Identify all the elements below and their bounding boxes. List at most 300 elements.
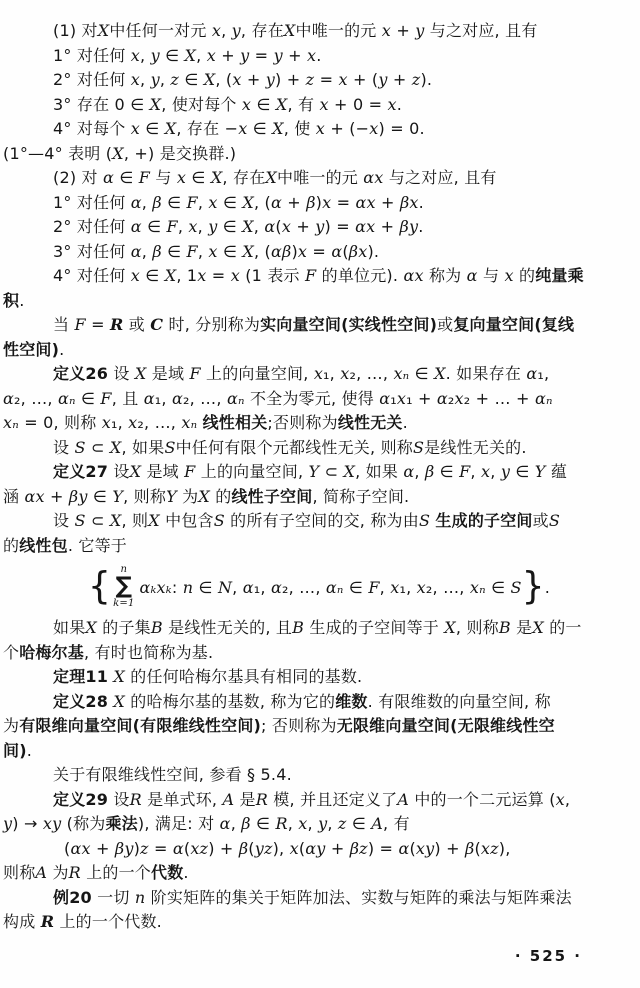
math-variable: F — [368, 577, 380, 597]
text-segment: 为 — [3, 716, 20, 735]
text-segment: 2° 对任何 — [53, 217, 131, 236]
text-segment: 是域 — [141, 462, 185, 481]
text-segment: + — [90, 838, 115, 858]
math-variable: αx — [24, 486, 45, 506]
text-segment: ∈ — [409, 364, 435, 383]
text-segment: . — [402, 413, 408, 432]
math-variable: y — [315, 217, 325, 236]
text-line — [0, 191, 640, 216]
text-line — [0, 313, 640, 338]
text-segment: , — [307, 814, 319, 833]
text-segment: + — [291, 217, 316, 236]
math-variable: y — [415, 21, 425, 40]
text-segment: , 存在 — [240, 21, 284, 40]
text-segment: , 存在 — [222, 168, 266, 187]
math-variable: β — [152, 192, 162, 212]
math-variable: X — [242, 241, 254, 261]
math-variable: X — [444, 618, 456, 637]
text-segment: 或 — [437, 315, 454, 334]
text-segment: 代数 — [151, 863, 184, 882]
text-segment: + — [375, 192, 400, 212]
text-segment: ) + — [275, 70, 306, 89]
text-segment: ) + — [434, 838, 466, 858]
text-segment: 上的一个代数. — [54, 912, 162, 931]
text-line — [0, 739, 640, 764]
text-segment: . — [316, 45, 322, 65]
text-segment: 的任何哈梅尔基具有相同的基数. — [124, 667, 363, 686]
text-segment: = — [307, 241, 332, 261]
text-line — [0, 910, 640, 935]
text-segment: ) → — [12, 814, 43, 833]
math-variable: y — [265, 70, 276, 89]
text-segment: (称为 — [61, 814, 106, 833]
text-segment: , 则称 — [455, 618, 499, 637]
math-variable: x — [338, 70, 348, 89]
text-line — [0, 485, 640, 510]
math-variable: X — [97, 21, 110, 40]
math-variable: z — [411, 70, 421, 89]
math-variable: y — [378, 70, 388, 89]
math-variable: S — [74, 511, 86, 530]
text-line — [0, 861, 640, 886]
text-segment: ) = — [367, 838, 399, 858]
math-variable: X — [198, 486, 210, 506]
text-segment: , — [230, 814, 242, 833]
math-variable: Y — [308, 462, 320, 481]
math-variable: αx — [355, 192, 376, 212]
math-variable: αβ — [270, 241, 292, 261]
text-segment: ∈ — [247, 119, 273, 138]
text-segment: , 有 — [383, 814, 410, 833]
text-segment: . — [418, 217, 424, 236]
math-variable: X — [134, 364, 147, 383]
math-variable: Y — [534, 462, 546, 481]
text-segment: 定义28 — [53, 691, 109, 711]
math-variable: z — [337, 814, 347, 833]
math-variable: xₙ — [469, 577, 486, 597]
math-variable: S — [510, 577, 522, 597]
text-segment: 生成的子空间等于 — [304, 618, 445, 637]
text-segment: , — [197, 241, 209, 261]
math-variable: y — [231, 21, 241, 40]
text-segment: ⊂ — [85, 511, 110, 530]
text-line — [0, 690, 640, 715]
math-variable: y — [500, 462, 511, 481]
text-line — [0, 837, 640, 862]
text-segment: , 则称 — [123, 486, 167, 506]
math-variable: X — [109, 511, 122, 530]
text-segment: ( — [409, 838, 416, 858]
text-segment: , 且 — [111, 388, 144, 408]
text-segment: ∈ — [251, 94, 276, 114]
text-segment: , — [140, 45, 151, 65]
text-segment: (1 表示 — [239, 266, 306, 285]
text-line — [0, 616, 640, 641]
math-variable: α — [172, 838, 184, 858]
math-variable: z — [305, 70, 315, 89]
text-segment: 的单位元). — [316, 266, 404, 285]
text-segment: , — [327, 814, 338, 833]
math-variable: X — [129, 462, 142, 481]
math-variable: αx — [70, 838, 91, 858]
math-variable: y — [3, 814, 13, 833]
text-segment: ∈ — [485, 577, 511, 597]
text-segment: 上的向量空间, — [195, 462, 309, 481]
text-segment: 4° 对每个 — [53, 119, 131, 138]
text-segment: 线性相关 — [202, 413, 268, 432]
text-segment: . — [183, 863, 189, 882]
text-segment: , 简称子空间. — [312, 486, 410, 506]
text-line — [0, 44, 640, 69]
math-variable: β — [152, 241, 162, 261]
text-segment: 设 — [108, 364, 135, 383]
text-segment: ∈ — [434, 462, 460, 481]
text-segment: ⊂ — [319, 462, 344, 481]
text-segment: , — [253, 217, 265, 236]
close-brace: } — [521, 564, 545, 608]
math-variable: βx — [399, 192, 419, 212]
math-variable: xy — [415, 838, 435, 858]
text-line — [0, 534, 640, 559]
math-variable: y — [273, 45, 283, 65]
math-variable: F — [305, 266, 317, 285]
math-variable: z — [170, 70, 180, 89]
math-variable: α — [219, 814, 231, 833]
sigma-icon: ∑ — [115, 573, 133, 600]
text-line — [0, 460, 640, 485]
math-variable: x — [211, 21, 222, 40]
math-variable: X — [275, 94, 288, 114]
math-variable: αₙ — [226, 388, 245, 408]
text-segment: 的哈梅尔基的基数, 称为它的 — [124, 691, 336, 711]
text-segment: , — [287, 814, 299, 833]
text-segment: 中任何一对元 — [109, 21, 212, 40]
text-segment: 积 — [3, 290, 20, 310]
text-segment: 线性包 — [19, 535, 68, 555]
math-variable: αy — [305, 838, 326, 858]
math-variable: z — [140, 838, 149, 858]
text-segment: 或 — [532, 511, 549, 530]
text-segment: + — [325, 838, 350, 858]
math-variable: Y — [166, 486, 177, 506]
text-segment: 3° 对任何 — [53, 241, 131, 261]
text-segment: , 如果 — [121, 437, 165, 457]
document-body — [0, 19, 640, 935]
math-variable: F — [189, 364, 201, 383]
text-segment: , — [470, 462, 481, 481]
text-segment: ∈ — [346, 814, 372, 833]
math-variable: β — [238, 838, 249, 858]
math-variable: S — [418, 511, 431, 530]
math-variable: x — [238, 119, 248, 138]
text-segment: ⊂ — [85, 437, 110, 457]
math-variable: A — [35, 863, 48, 882]
math-variable: x — [130, 266, 140, 285]
text-segment: ₁, — [154, 388, 172, 408]
text-segment: 实向量空间(实线性空间) — [260, 315, 438, 334]
text-segment: ), — [498, 838, 511, 858]
math-variable: βy — [114, 838, 134, 858]
text-segment: ₁, — [537, 364, 550, 383]
math-variable: x — [390, 577, 400, 597]
text-segment: 或 — [123, 315, 151, 334]
text-line — [0, 665, 640, 690]
math-variable: X — [149, 94, 162, 114]
text-segment: ∈ — [141, 217, 167, 236]
math-variable: F — [186, 241, 198, 261]
math-variable: n — [134, 887, 146, 907]
text-segment: ( — [342, 241, 349, 261]
text-segment: , — [177, 217, 189, 236]
text-segment: + — [391, 21, 416, 40]
math-variable: x — [241, 94, 252, 114]
math-variable: xz — [190, 838, 209, 858]
math-variable: x — [313, 364, 324, 383]
text-segment: 间) — [3, 740, 27, 760]
math-variable: X — [242, 192, 254, 212]
math-variable: x — [206, 45, 216, 65]
text-line — [0, 166, 640, 191]
text-segment: , 使对每个 — [161, 94, 242, 114]
math-variable: α — [331, 241, 343, 261]
text-segment: 与 — [477, 266, 505, 285]
text-line — [0, 763, 640, 788]
math-variable: F — [186, 192, 198, 212]
math-variable: α — [403, 462, 415, 481]
text-segment: , 有时也简称为基. — [84, 642, 214, 662]
text-segment: . — [26, 740, 33, 760]
text-segment: (1°—4° 表明 ( — [3, 143, 113, 163]
text-segment: 无限维向量空间(无限维线性空 — [336, 716, 555, 735]
text-segment: . 它等于 — [67, 535, 127, 555]
text-segment: , — [141, 241, 153, 261]
math-variable: α — [130, 192, 142, 212]
math-variable: x — [381, 21, 392, 40]
text-segment: ) — [291, 241, 298, 261]
text-segment: 设 — [53, 511, 75, 530]
math-variable: x — [130, 70, 140, 89]
text-segment: ), — [272, 838, 290, 858]
text-segment: 如果 — [53, 618, 86, 637]
text-segment: ∈ — [217, 241, 243, 261]
text-segment: ( — [248, 838, 255, 858]
math-variable: R — [68, 863, 81, 882]
math-variable: α — [130, 241, 142, 261]
text-segment: 关于有限维线性空间, 参看 § 5.4. — [53, 765, 292, 784]
text-segment: = — [314, 70, 339, 89]
text-segment: ₂, …, — [425, 577, 470, 597]
math-variable: x — [289, 838, 299, 858]
text-segment: , 如果 — [355, 462, 404, 481]
text-segment: 上的向量空间, — [200, 364, 314, 383]
text-segment: ∈ — [217, 192, 243, 212]
text-line — [0, 19, 640, 44]
math-variable: S — [548, 511, 560, 530]
text-segment: , — [379, 577, 391, 597]
text-segment: , — [232, 577, 243, 597]
text-segment: 与之对应, 且有 — [424, 21, 538, 40]
math-variable: αₙ — [534, 388, 553, 408]
math-variable: B — [498, 618, 511, 637]
math-variable: x — [454, 388, 464, 408]
text-line — [0, 436, 640, 461]
text-segment: 称为 — [423, 266, 467, 285]
math-variable: xₙ — [3, 413, 19, 432]
math-variable: S — [213, 511, 225, 530]
math-variable: x — [130, 45, 140, 65]
text-segment: 定义26 — [53, 364, 109, 383]
text-segment: ∈ — [114, 168, 139, 187]
math-variable: αx — [355, 217, 376, 236]
text-segment: 是线性无关的, 且 — [162, 618, 293, 637]
text-segment: , +) 是交换群.) — [123, 143, 237, 163]
math-variable: X — [164, 119, 177, 138]
math-variable: X — [164, 266, 177, 285]
math-variable: β — [241, 814, 251, 833]
text-segment: ∈ — [186, 168, 211, 187]
math-variable: X — [85, 618, 97, 637]
math-variable: xy — [42, 814, 62, 833]
text-segment: + — [282, 45, 308, 65]
text-segment: , — [414, 462, 425, 481]
text-segment: ) — [133, 838, 141, 858]
text-segment: ). — [367, 241, 380, 261]
text-line — [0, 509, 640, 534]
text-segment: 的 — [513, 266, 536, 285]
text-line — [0, 68, 640, 93]
math-variable: x — [130, 119, 140, 138]
math-variable: x — [297, 241, 308, 261]
math-variable: α — [103, 168, 115, 187]
math-variable: X — [532, 618, 544, 637]
math-variable: αx — [363, 168, 384, 187]
text-segment: , 使 — [283, 119, 316, 138]
math-variable: X — [109, 437, 122, 457]
text-segment: , 有 — [287, 94, 320, 114]
math-variable: α — [526, 364, 538, 383]
text-segment: 的 — [3, 535, 20, 555]
math-variable: α — [270, 192, 282, 212]
text-line — [0, 387, 640, 412]
math-variable: X — [242, 217, 254, 236]
text-segment: . — [396, 94, 403, 114]
math-variable: F — [138, 168, 151, 187]
math-variable: α — [143, 388, 155, 408]
text-segment: 中任何有限个元都线性无关, 则称 — [175, 437, 413, 457]
math-variable: αₖxₖ — [139, 577, 172, 597]
text-segment: = 0, 则称 — [18, 413, 102, 432]
math-variable: X — [343, 462, 356, 481]
math-variable: R — [110, 315, 124, 334]
text-segment: + (− — [325, 119, 370, 138]
text-line — [0, 264, 640, 289]
text-segment: 1° 对任何 — [53, 192, 131, 212]
text-line — [0, 215, 640, 240]
math-variable: F — [74, 315, 86, 334]
math-variable: x — [281, 217, 292, 236]
text-segment: ∈ — [161, 192, 187, 212]
math-variable: B — [292, 618, 305, 637]
math-variable: X — [434, 364, 446, 383]
text-segment: ₁, — [323, 364, 341, 383]
text-line — [0, 240, 640, 265]
text-segment: . — [59, 339, 65, 359]
text-segment: ∈ — [140, 266, 165, 285]
text-segment: + — [375, 217, 400, 236]
text-segment: ∈ — [75, 388, 101, 408]
text-line — [0, 641, 640, 666]
text-segment: 时, 分别称为 — [163, 315, 261, 334]
text-line — [0, 117, 640, 142]
text-segment: ∈ — [193, 577, 218, 597]
math-variable: α — [264, 217, 276, 236]
text-segment: 维数 — [335, 691, 368, 711]
text-segment: ₁ — [390, 388, 397, 408]
text-segment: + 0 = — [328, 94, 388, 114]
text-segment: 是单式环, — [141, 789, 223, 809]
text-segment: , ( — [253, 241, 271, 261]
math-variable: x — [481, 462, 491, 481]
text-segment: ) + — [208, 838, 239, 858]
text-segment: 为 — [47, 863, 69, 882]
text-segment: 设 — [108, 462, 130, 481]
text-segment: 哈梅尔基 — [19, 642, 85, 662]
math-variable: x — [416, 577, 426, 597]
text-segment: 涵 — [3, 486, 25, 506]
text-segment: 定理11 — [53, 667, 109, 686]
text-segment: ₁, — [399, 577, 417, 597]
text-segment: ) = — [324, 217, 356, 236]
text-segment: , — [197, 192, 209, 212]
math-variable: αₙ — [57, 388, 76, 408]
text-segment: ( — [474, 838, 481, 858]
sum-upper-limit: n — [120, 564, 128, 576]
text-segment: ₂, …, — [14, 388, 58, 408]
sum-lower-limit: k=1 — [113, 597, 135, 609]
math-variable: βy — [399, 217, 419, 236]
math-variable: N — [217, 577, 233, 597]
math-variable: x — [322, 192, 332, 212]
math-variable: X — [203, 70, 216, 89]
math-variable: y — [150, 70, 160, 89]
math-variable: F — [184, 462, 196, 481]
text-segment: 是 — [234, 789, 256, 809]
text-segment: 中的一个二元运算 ( — [409, 789, 556, 809]
math-variable: n — [182, 577, 194, 597]
text-segment: ∈ — [343, 577, 369, 597]
text-segment: . 如果存在 — [445, 364, 527, 383]
summation-symbol — [113, 565, 134, 608]
text-segment: : — [171, 577, 183, 597]
math-variable: x — [298, 814, 308, 833]
math-variable: α — [436, 388, 448, 408]
text-segment: ∈ — [179, 70, 204, 89]
text-segment: ( — [298, 838, 306, 858]
text-line — [0, 714, 640, 739]
math-variable: x — [387, 94, 397, 114]
text-segment: = — [206, 266, 231, 285]
math-variable: R — [129, 789, 142, 809]
text-line — [0, 289, 640, 314]
text-segment: ₁ + — [406, 388, 437, 408]
text-segment: 例20 — [53, 887, 92, 907]
text-line — [0, 886, 640, 911]
text-segment: ₁, — [253, 577, 271, 597]
text-segment: + — [215, 45, 241, 65]
math-variable: x — [504, 266, 514, 285]
math-variable: X — [112, 143, 124, 163]
math-variable: x — [176, 168, 187, 187]
